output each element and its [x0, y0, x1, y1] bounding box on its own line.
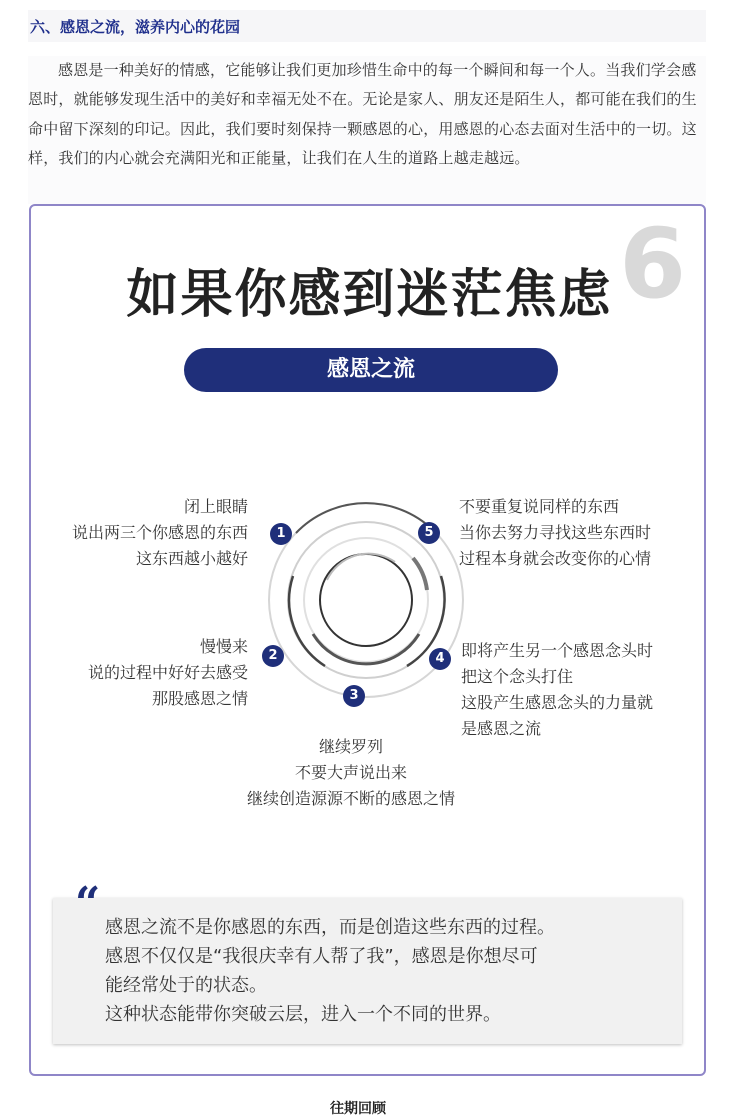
- step-badge-5: 5: [418, 522, 440, 544]
- outer-arc-top: [296, 503, 436, 533]
- step-3-line-2: 不要大声说出来: [294, 763, 407, 782]
- section-heading-bar: [28, 10, 706, 42]
- next-section-heading: 往期回顾: [330, 1101, 386, 1117]
- step-5-text: [459, 494, 651, 572]
- step-5-line-2: 当你去努力寻找这些东西时: [459, 523, 652, 542]
- step-badge-1: 1: [270, 523, 292, 545]
- quote-mark-icon: “: [75, 878, 101, 929]
- step-1-text: [72, 494, 248, 572]
- step-3-line-1: 继续罗列: [318, 737, 383, 756]
- card-number: 6: [619, 208, 686, 320]
- step-2-line-1: 慢慢来: [199, 637, 248, 656]
- quote-line-4: 这种状态能带你突破云层，进入一个不同的世界。: [105, 1004, 501, 1025]
- quote-box: [53, 898, 682, 1044]
- step-4-text: [461, 638, 653, 742]
- step-2-text: [88, 634, 248, 712]
- section-heading: 六、感恩之流，滋养内心的花园: [30, 18, 241, 36]
- card-title: 如果你感到迷茫焦虑: [126, 265, 613, 325]
- infographic-card: [29, 204, 706, 1076]
- pill-label: 感恩之流: [184, 348, 558, 392]
- step-3-text: [201, 734, 501, 812]
- step-1-line-2: 说出两三个你感恩的东西: [71, 523, 248, 542]
- step-badge-2: 2: [262, 645, 284, 667]
- step-1-line-1: 闭上眼睛: [183, 497, 248, 516]
- quote-line-2: 感恩不仅仅是“我很庆幸有人帮了我”，感恩是你想尽可: [105, 946, 538, 967]
- step-4-line-4: 是感恩之流: [461, 719, 542, 738]
- step-4-line-1: 即将产生另一个感恩念头时: [461, 641, 654, 660]
- step-5-line-3: 过程本身就会改变你的心情: [459, 549, 652, 568]
- step-2-line-2: 说的过程中好好去感受: [87, 663, 248, 682]
- step-1-line-3: 这东西越小越好: [135, 549, 248, 568]
- step-3-line-3: 继续创造源源不断的感恩之情: [246, 789, 455, 808]
- quote-line-3: 能经常处于的状态。: [105, 975, 267, 996]
- step-badge-4: 4: [429, 648, 451, 670]
- inner-arc-right: [413, 558, 427, 590]
- intro-paragraph: 感恩是一种美好的情感，它能够让我们更加珍惜生命中的每一个瞬间和每一个人。当我们学会感恩时，就能够发现生活中的美好和幸福无处不在。无论是家人、朋友还是陌生人，都可能在我们的生命中留下深刻的印记。因此，我们要时刻保持一颗感恩的心，用感恩的心态去面对生活中的一切。这样，我们的内心就会充满阳光和正能量，让我们在人生的道路上越走越远。: [28, 56, 706, 204]
- step-4-line-2: 把这个念头打住: [461, 667, 574, 686]
- inner-ring: [304, 538, 428, 662]
- step-4-line-3: 这股产生感恩念头的力量就: [461, 693, 654, 712]
- step-badge-3: 3: [343, 685, 365, 707]
- step-5-line-1: 不要重复说同样的东西: [459, 497, 620, 516]
- step-2-line-3: 那股感恩之情: [151, 689, 248, 708]
- quote-line-1: 感恩之流不是你感恩的东西，而是创造这些东西的过程。: [105, 917, 555, 938]
